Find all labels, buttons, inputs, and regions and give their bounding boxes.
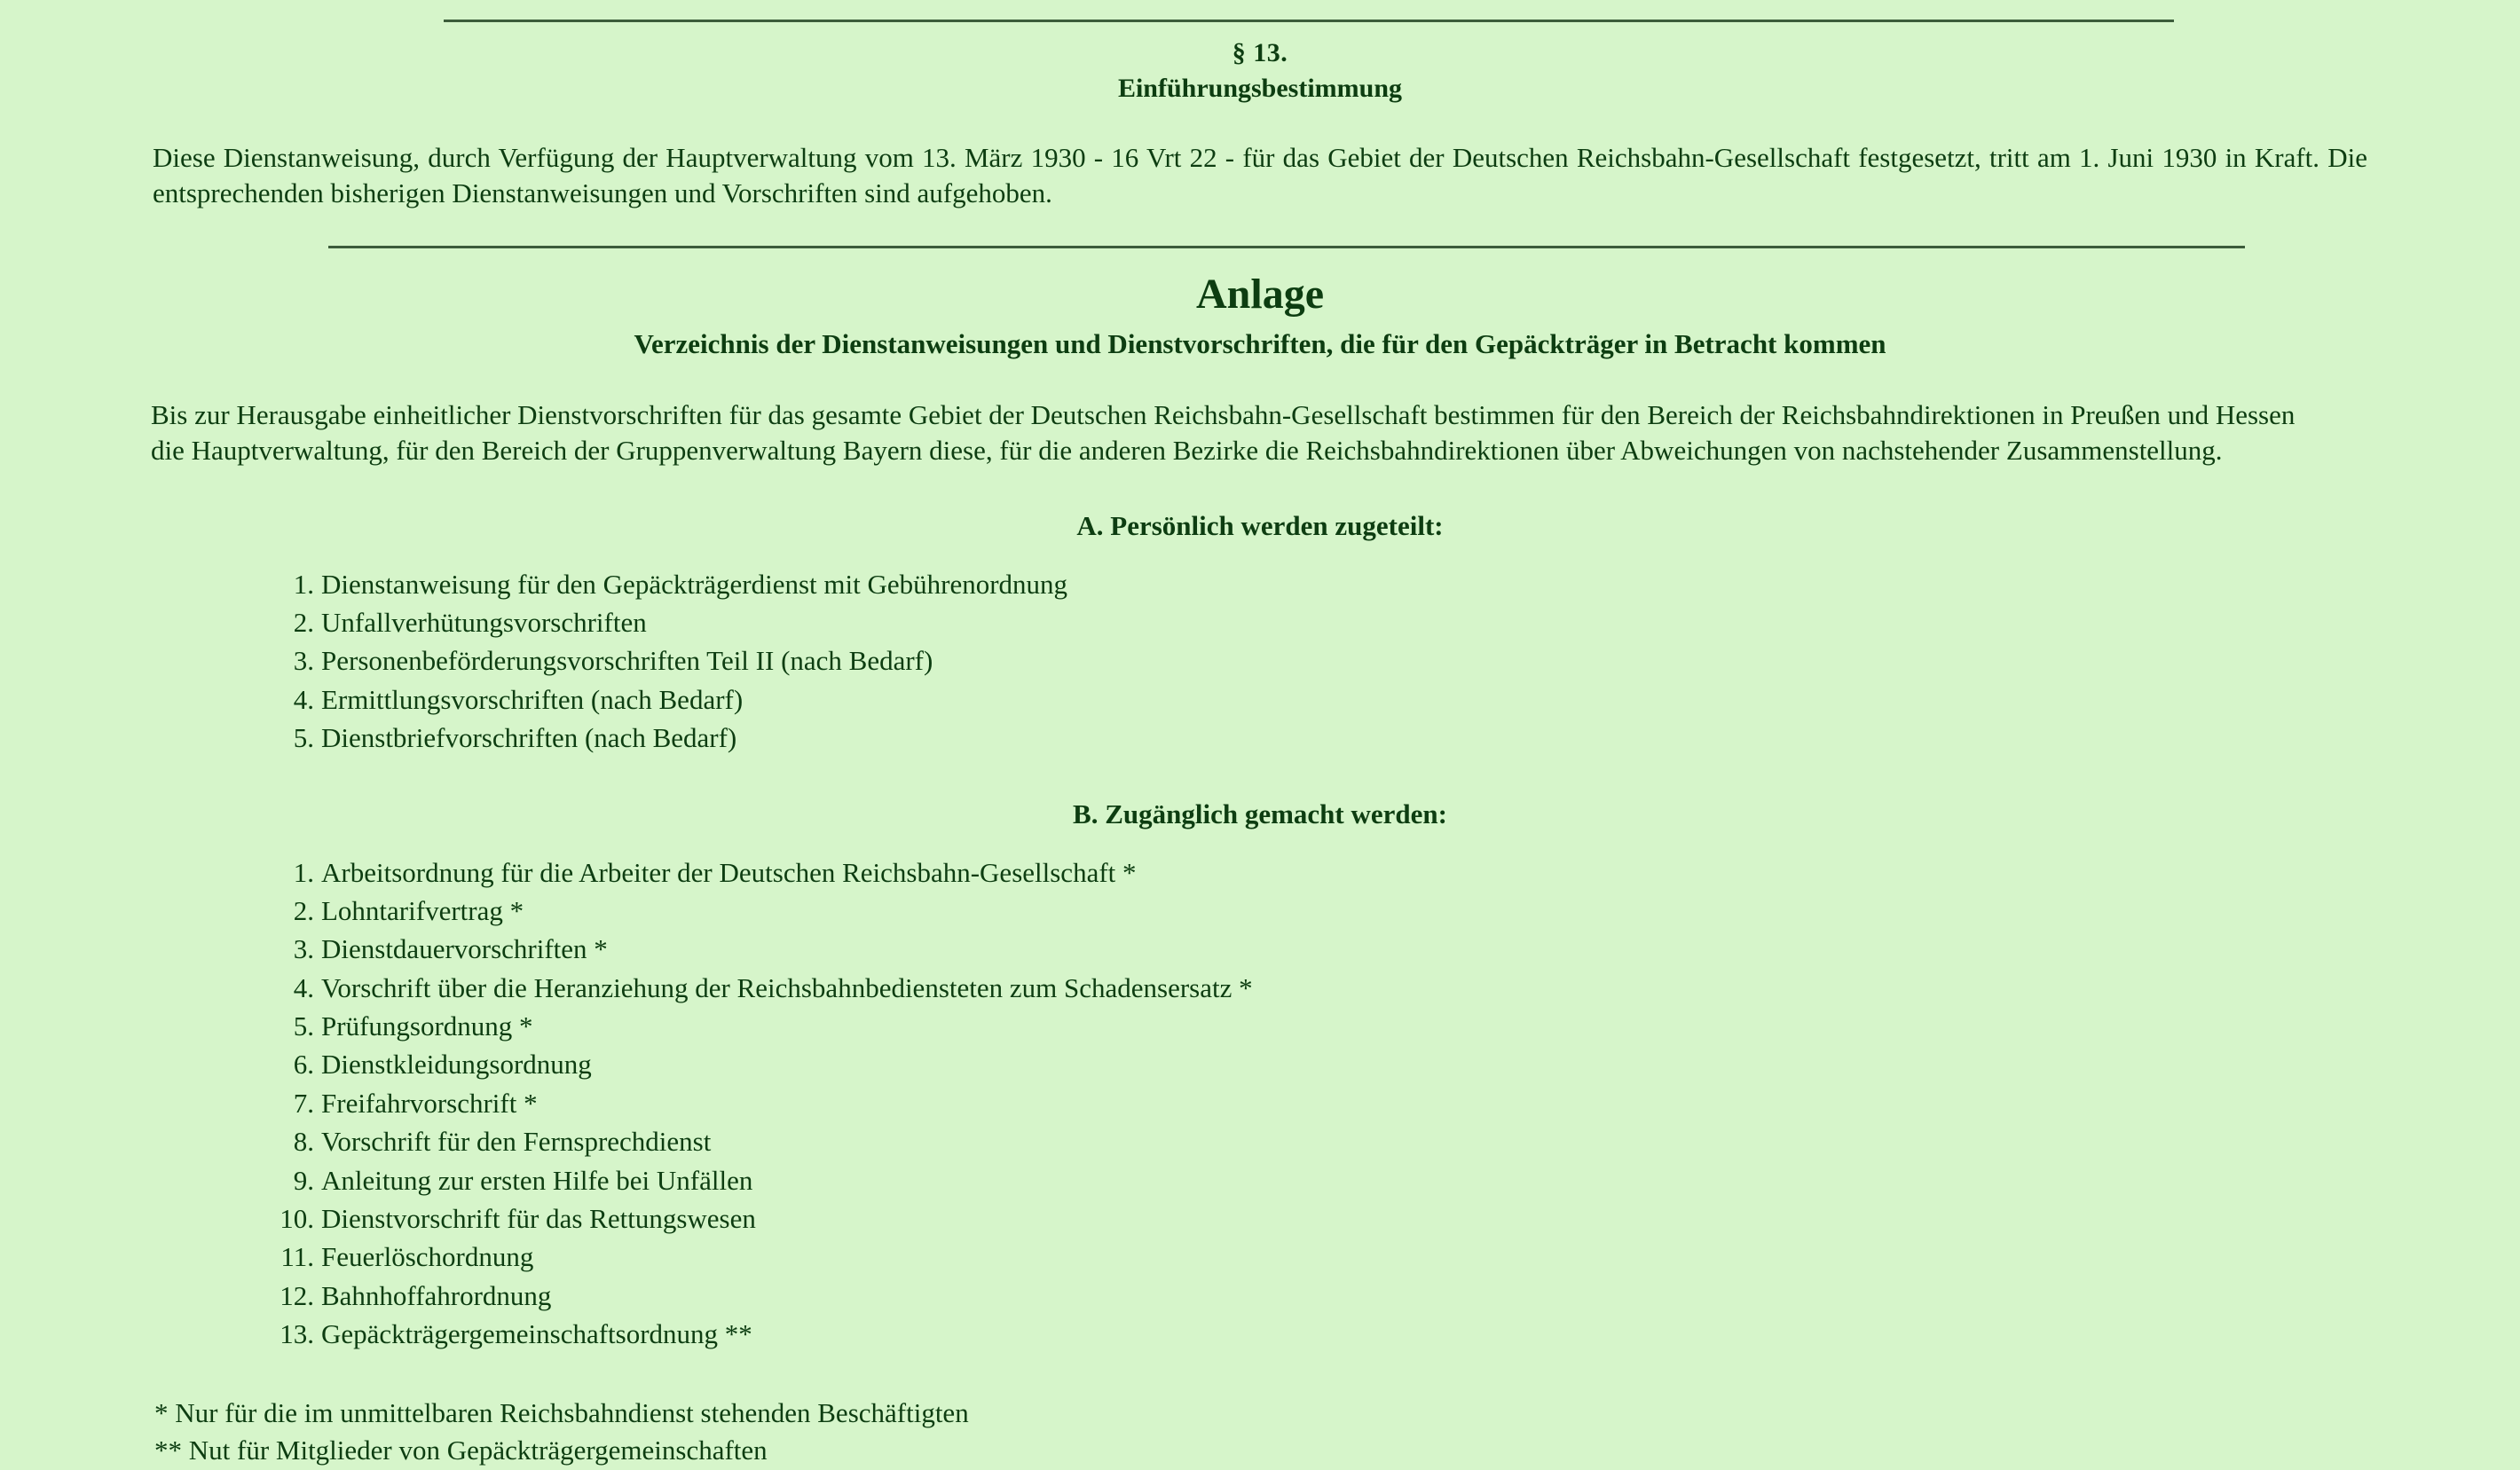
- list-item: [275, 641, 2369, 680]
- list-item-label: Freifahrvorschrift *: [321, 1087, 538, 1119]
- list-item-label: Anleitung zur ersten Hilfe bei Unfällen: [321, 1164, 753, 1196]
- list-item-number: 1.: [293, 856, 314, 888]
- list-item-number: 2.: [293, 894, 314, 926]
- section-title: Einführungsbestimmung: [1117, 73, 1403, 103]
- list-item-number: 3.: [293, 933, 314, 965]
- section-b-heading: B. Zugänglich gemacht werden:: [1073, 798, 1447, 829]
- document-page: [0, 20, 2520, 1470]
- list-item-number: 12.: [280, 1279, 314, 1311]
- list-item: [275, 853, 2369, 892]
- list-item-label: Dienstdauervorschriften *: [321, 933, 608, 965]
- section-b-list: [151, 853, 2369, 1354]
- list-item-number: 9.: [293, 1164, 314, 1196]
- list-item-number: 5.: [293, 1010, 314, 1042]
- appendix-intro-line-2: die Hauptverwaltung, für den Bereich der Gruppenverwaltung Bayern diese, für die anderen Bezirke die Reichsbahndirektionen über Abweichungen von nachstehender Zusammenstellung.: [151, 435, 2223, 467]
- list-item-label: Dienstvorschrift für das Rettungswesen: [321, 1203, 756, 1235]
- list-item-number: 1.: [293, 568, 314, 600]
- appendix-subtitle: Verzeichnis der Dienstanweisungen und Dienstvorschriften, die für den Gepäckträger in Betracht kommen: [634, 327, 1886, 359]
- appendix-intro: [151, 397, 2369, 469]
- list-item-number: 7.: [293, 1087, 314, 1119]
- list-item-label: Vorschrift über die Heranziehung der Reichsbahnbediensteten zum Schadensersatz *: [321, 971, 1253, 1003]
- list-item-number: 11.: [280, 1241, 314, 1273]
- list-item: [275, 680, 2369, 719]
- footnote-double-asterisk: ** Nut für Mitglieder von Gepäckträgergemeinschaften: [154, 1435, 768, 1466]
- list-item-number: 5.: [293, 722, 314, 754]
- list-item-label: Ermittlungsvorschriften (nach Bedarf): [321, 683, 744, 715]
- appendix-divider: [328, 246, 2245, 248]
- list-item-label: Arbeitsordnung für die Arbeiter der Deutschen Reichsbahn-Gesellschaft *: [321, 856, 1137, 888]
- list-item: [275, 1238, 2369, 1276]
- list-item: [275, 930, 2369, 968]
- list-item: [275, 1122, 2369, 1160]
- section-number: § 13.: [1232, 38, 1288, 67]
- list-item-label: Dienstanweisung für den Gepäckträgerdienst mit Gebührenordnung: [321, 568, 1068, 600]
- list-item-number: 10.: [280, 1203, 314, 1235]
- section-a-heading: A. Persönlich werden zugeteilt:: [1076, 509, 1444, 541]
- footnote-single-asterisk: * Nur für die im unmittelbaren Reichsbahndienst stehenden Beschäftigten: [154, 1396, 969, 1428]
- footnotes: [151, 1395, 2369, 1470]
- list-item: [275, 1199, 2369, 1238]
- list-item: [275, 1045, 2369, 1083]
- appendix-title: Anlage: [1196, 270, 1324, 318]
- list-item-number: 4.: [293, 683, 314, 715]
- section-a-list: [151, 565, 2369, 758]
- list-item: [275, 603, 2369, 641]
- list-item-label: Dienstkleidungsordnung: [321, 1049, 592, 1081]
- list-item-label: Personenbeförderungsvorschriften Teil II (nach Bedarf): [321, 645, 933, 677]
- list-item-label: Lohntarifvertrag *: [321, 894, 524, 926]
- list-item: [275, 1161, 2369, 1199]
- list-item-label: Unfallverhütungsvorschriften: [321, 606, 647, 638]
- list-item: [275, 969, 2369, 1007]
- list-item-number: 2.: [293, 606, 314, 638]
- list-item-label: Dienstbriefvorschriften (nach Bedarf): [321, 722, 737, 754]
- top-divider: [444, 20, 2174, 22]
- list-item-label: Feuerlöschordnung: [321, 1241, 534, 1273]
- list-item-label: Prüfungsordnung *: [321, 1010, 533, 1042]
- list-item-number: 6.: [293, 1049, 314, 1081]
- section-paragraph: Diese Dienstanweisung, durch Verfügung der Hauptverwaltung vom 13. März 1930 - 16 Vrt 22 - für das Gebiet der Deutschen Reichsbahn-Gesellschaft festgesetzt, tritt am 1. Juni 1930 in Kraft. Die entsprechenden bisherigen Dienstanweisungen und Vorschriften sind aufgehoben.: [153, 142, 2367, 209]
- list-item-number: 8.: [293, 1126, 314, 1158]
- list-item-label: Bahnhoffahrordnung: [321, 1279, 552, 1311]
- list-item: [275, 892, 2369, 930]
- list-item-number: 4.: [293, 971, 314, 1003]
- list-item: [275, 719, 2369, 757]
- list-item: [275, 1007, 2369, 1045]
- list-item-number: 3.: [293, 645, 314, 677]
- list-item-label: Gepäckträgergemeinschaftsordnung **: [321, 1318, 752, 1350]
- list-item-label: Vorschrift für den Fernsprechdienst: [321, 1126, 712, 1158]
- list-item: [275, 1084, 2369, 1122]
- appendix-intro-line-1: Bis zur Herausgabe einheitlicher Dienstvorschriften für das gesamte Gebiet der Deutschen Reichsbahn-Gesellschaft bestimmen für den Bereich der Reichsbahndirektionen in Preußen und Hessen: [151, 398, 2296, 430]
- list-item-number: 13.: [280, 1318, 314, 1350]
- list-item: [275, 1277, 2369, 1315]
- list-item: [275, 565, 2369, 603]
